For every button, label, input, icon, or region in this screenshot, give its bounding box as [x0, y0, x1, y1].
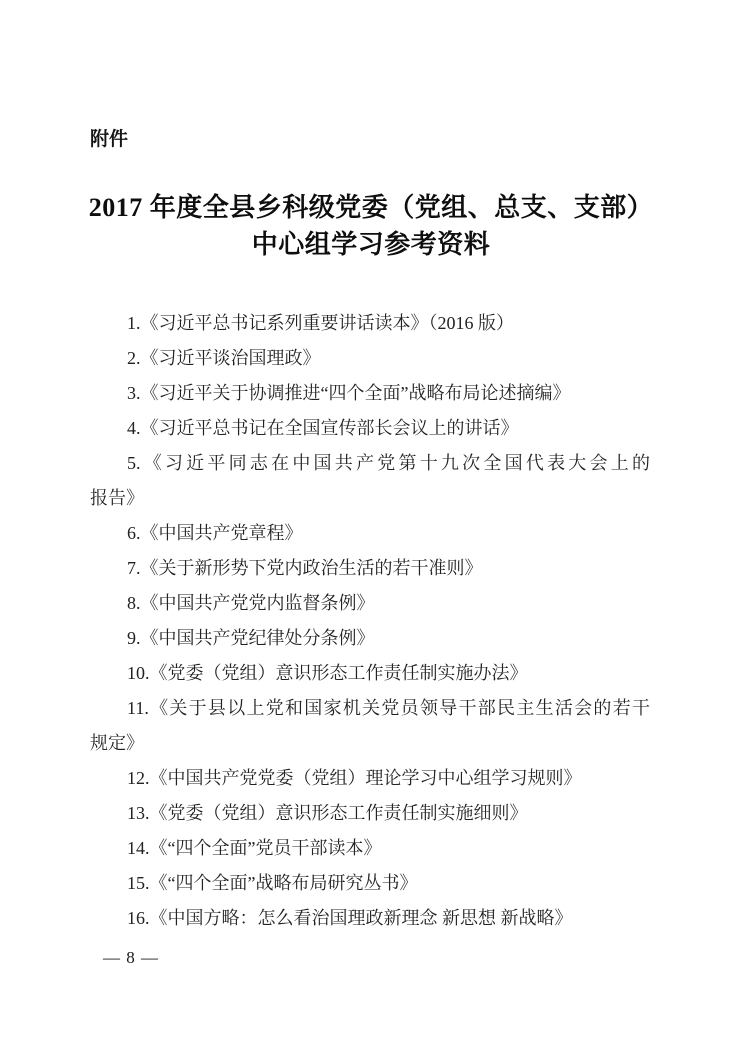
reference-item-7-line-1: 7.《关于新形势下党内政治生活的若干准则》 — [127, 558, 483, 578]
reference-item-1-line-1: 1.《习近平总书记系列重要讲话读本》（2016 版） — [127, 313, 514, 333]
reference-item-6-line-1: 6.《中国共产党章程》 — [127, 523, 303, 543]
document-title-line-2: 中心组学习参考资料 — [251, 230, 491, 259]
attachment-label: 附件 — [90, 129, 129, 150]
reference-item-3-line-1: 3.《习近平关于协调推进“四个全面”战略布局论述摘编》 — [127, 383, 571, 403]
reference-item-12-line-1: 12.《中国共产党党委（党组）理论学习中心组学习规则》 — [127, 768, 582, 788]
reference-item-10-line-1: 10.《党委（党组）意识形态工作责任制实施办法》 — [127, 663, 528, 683]
reference-item-15-line-1: 15.《“四个全面”战略布局研究丛书》 — [127, 873, 418, 893]
reference-item-11-line-1: 11.《关于县以上党和国家机关党员领导干部民主生活会的若干 — [127, 698, 650, 718]
reference-item-13-line-1: 13.《党委（党组）意识形态工作责任制实施细则》 — [127, 803, 528, 823]
reference-item-14-line-1: 14.《“四个全面”党员干部读本》 — [127, 838, 382, 858]
document-title-line-1: 2017 年度全县乡科级党委（党组、总支、支部） — [88, 193, 654, 222]
reference-item-5-line-2: 报告》 — [90, 488, 144, 508]
page-number: — 8 — — [103, 948, 159, 967]
reference-item-11-line-2: 规定》 — [90, 733, 144, 753]
reference-item-4-line-1: 4.《习近平总书记在全国宣传部长会议上的讲话》 — [127, 418, 519, 438]
reference-item-16-line-1: 16.《中国方略：怎么看治国理政新理念 新思想 新战略》 — [127, 908, 573, 928]
reference-item-5-line-1: 5.《习近平同志在中国共产党第十九次全国代表大会上的 — [127, 453, 650, 473]
reference-list — [90, 306, 650, 936]
reference-item-9-line-1: 9.《中国共产党纪律处分条例》 — [127, 628, 375, 648]
document-title — [88, 189, 654, 263]
reference-item-2-line-1: 2.《习近平谈治国理政》 — [127, 348, 321, 368]
reference-item-8-line-1: 8.《中国共产党党内监督条例》 — [127, 593, 375, 613]
